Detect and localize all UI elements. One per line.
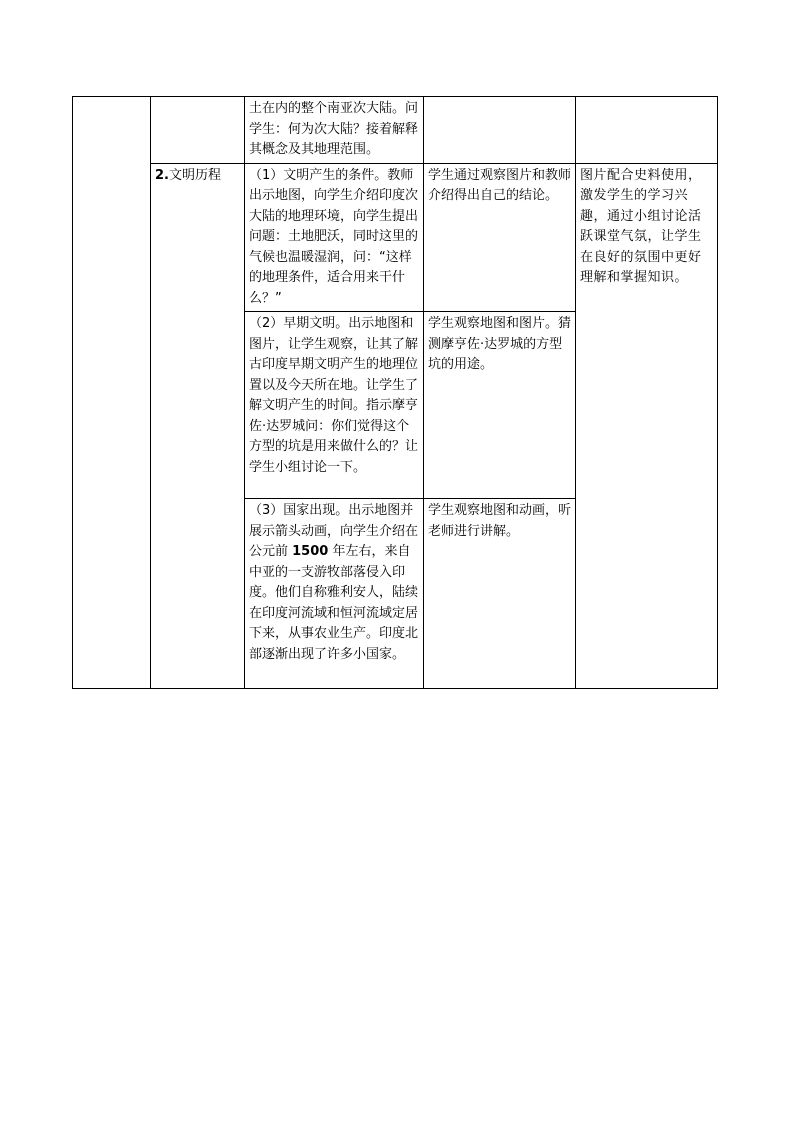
activity-cell: （1）文明产生的条件。教师出示地图，向学生介绍印度次大陆的地理环境，向学生提出问题：土地肥沃，同时这里的气候也温暖湿润，问：“这样的地理条件，适合用来干什么？” <box>245 163 424 312</box>
activity-text: （3）国家出现。出示地图并展示箭头动画，向学生介绍在公元前 <box>249 503 419 559</box>
student-cell <box>424 97 576 164</box>
student-cell: 学生观察地图和动画，听老师进行讲解。 <box>424 499 576 689</box>
student-cell: 学生通过观察图片和教师介绍得出自己的结论。 <box>424 163 576 312</box>
activity-cell: 土在内的整个南亚次大陆。问学生：何为次大陆？接着解释其概念及其地理范围。 <box>245 97 424 164</box>
stage-label: 文明历程 <box>168 167 221 183</box>
stage-cell <box>151 97 245 164</box>
lesson-plan-table <box>72 96 718 689</box>
activity-cell: （2）早期文明。出示地图和图片，让学生观察，让其了解古印度早期文明产生的地理位置以及今天所在地。让学生了解文明产生的时间。指示摩亨佐·达罗城问：你们觉得这个方型的坑是用来做什么的？让学生小组讨论一下。 <box>245 312 424 499</box>
comment-cell <box>576 97 718 164</box>
stage-cell <box>151 163 245 689</box>
table-row <box>73 163 718 312</box>
year-number: 1500 <box>292 544 329 559</box>
comment-cell: 图片配合史料使用，激发学生的学习兴趣，通过小组讨论活跃课堂气氛，让学生在良好的氛围中更好理解和掌握知识。 <box>576 163 718 689</box>
activity-cell <box>245 499 424 689</box>
activity-text: 年左右，来自中亚的一支游牧部落侵入印度。他们自称雅利安人，陆续在印度河流域和恒河流域定居下来，从事农业生产。印度北部逐渐出现了许多小国家。 <box>249 544 419 662</box>
blank-cell <box>73 97 151 689</box>
stage-number: 2. <box>155 167 169 183</box>
student-cell: 学生观察地图和图片。猜测摩亨佐·达罗城的方型坑的用途。 <box>424 312 576 499</box>
table-row <box>73 97 718 164</box>
